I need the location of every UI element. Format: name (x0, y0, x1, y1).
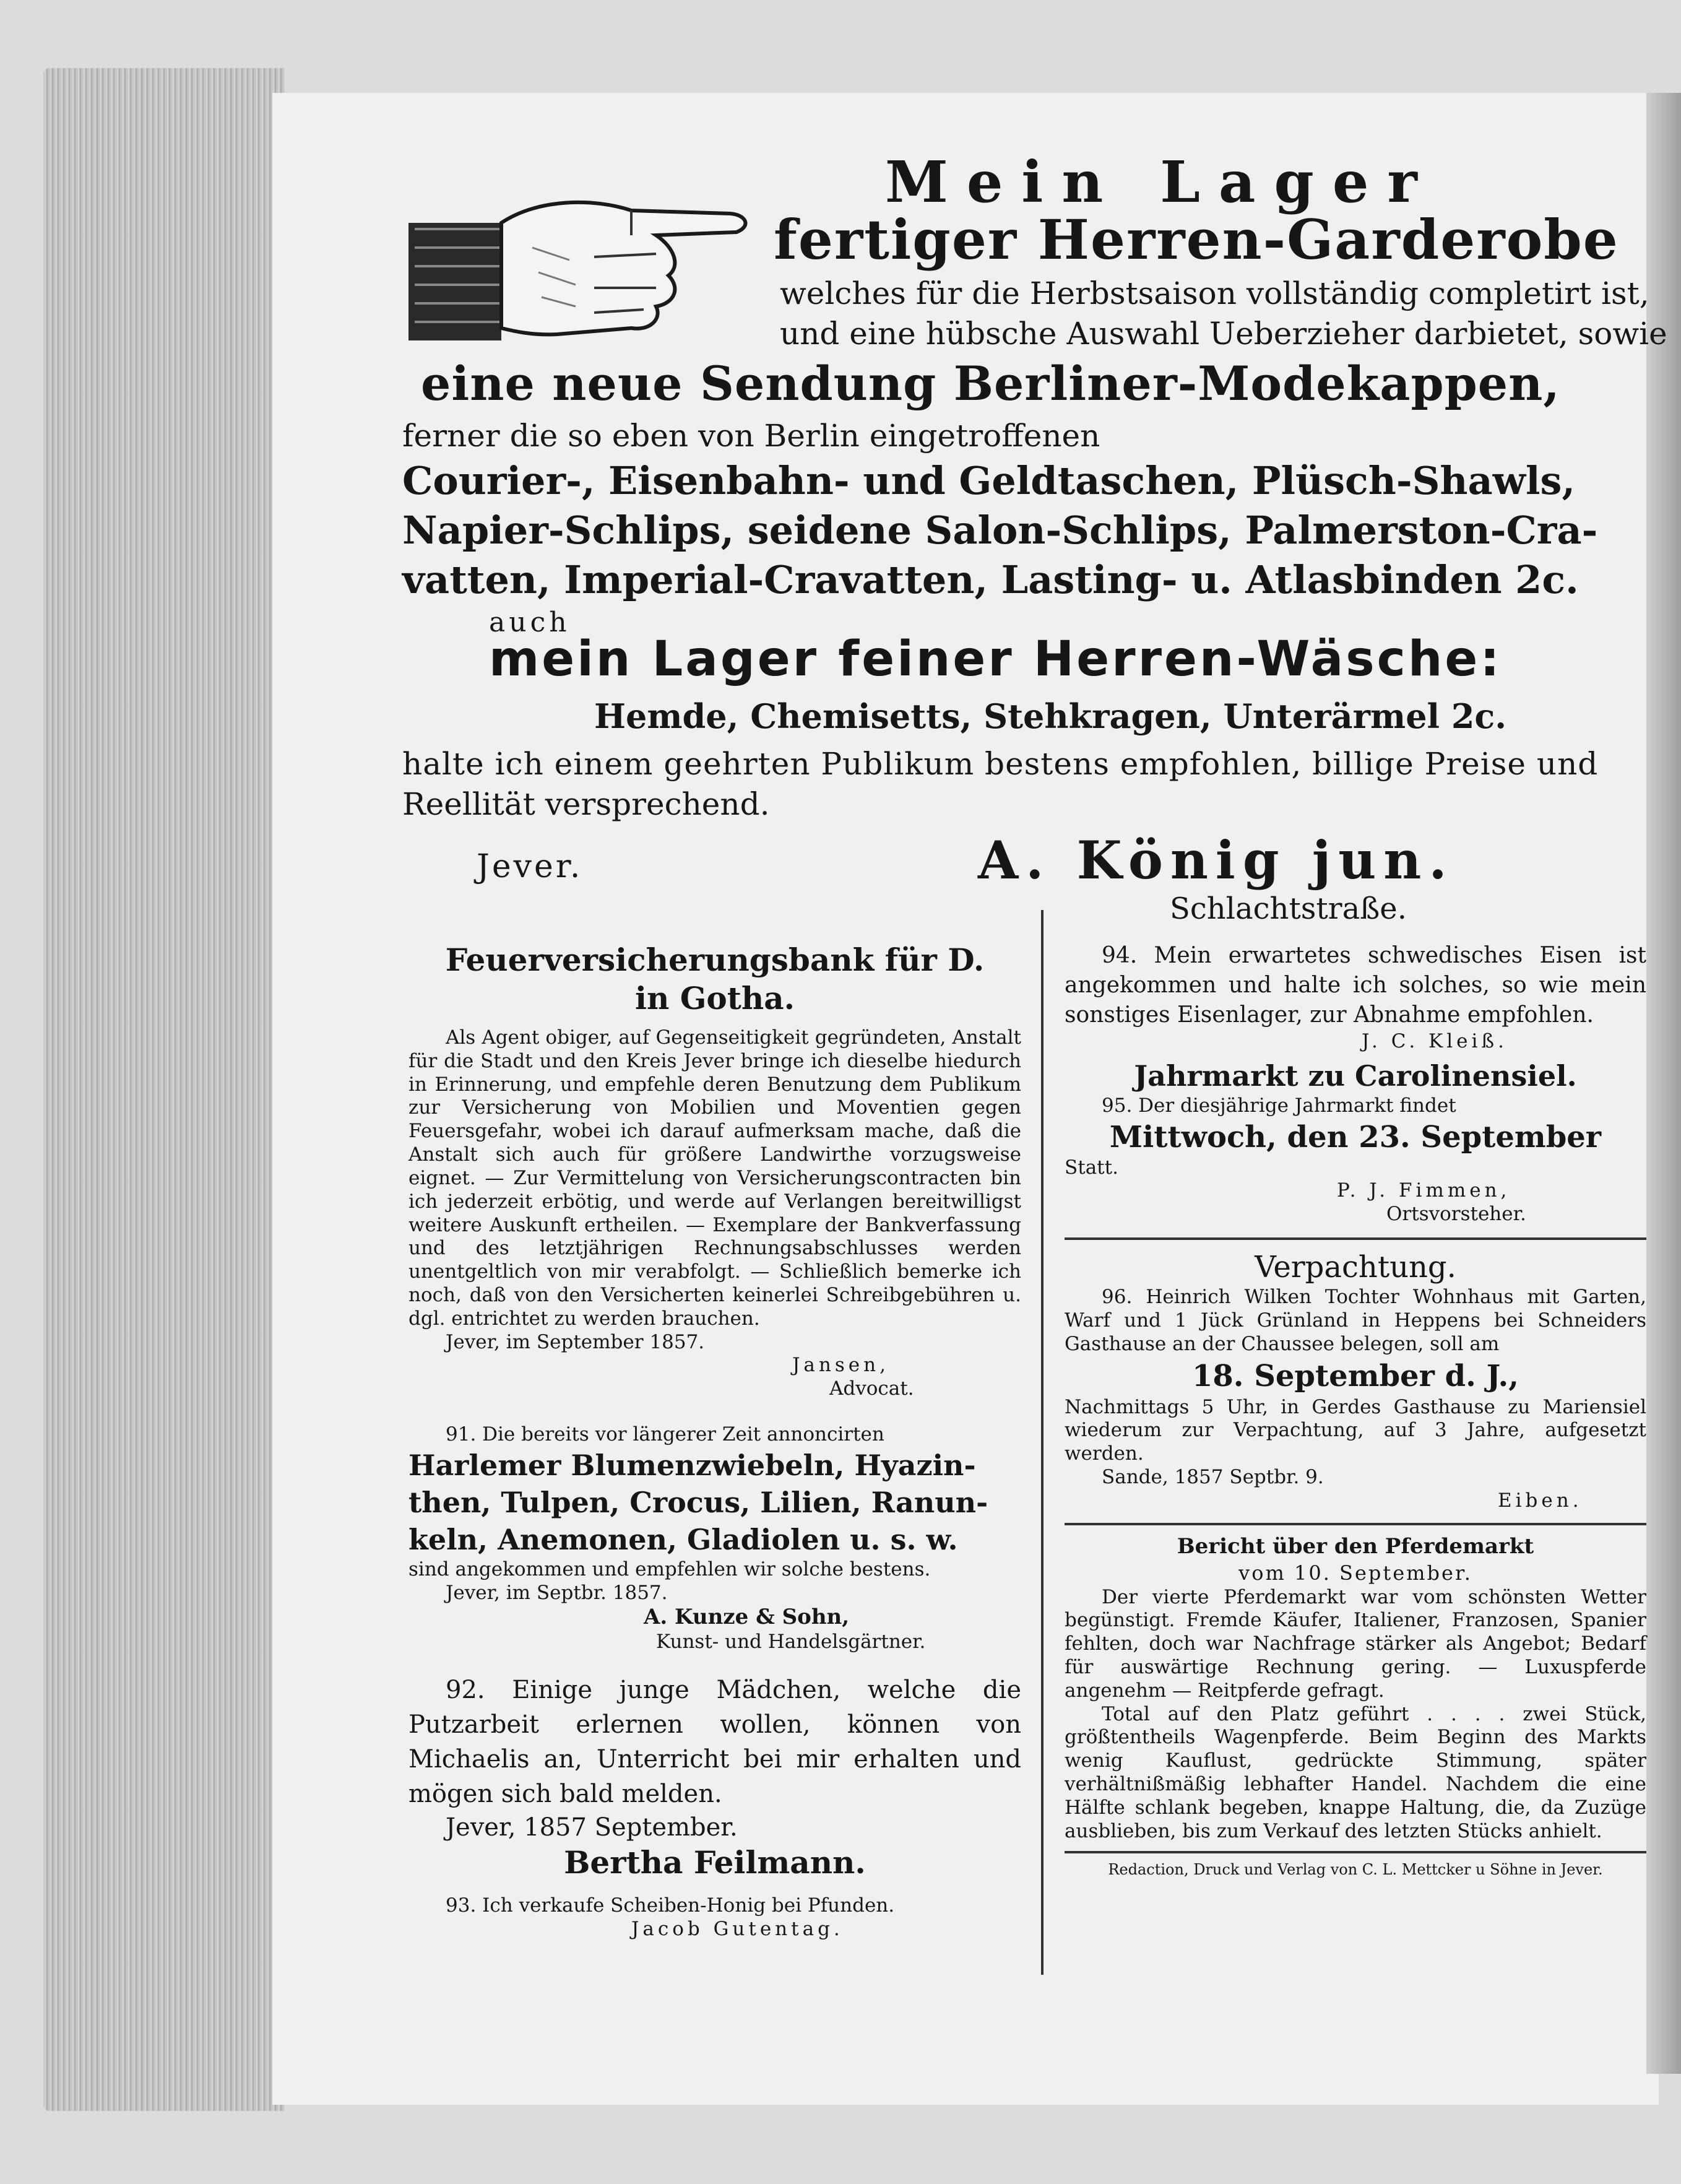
fire-sign-1: Jansen, (792, 1354, 889, 1377)
ad95-sign-1: P. J. Fimmen, (1337, 1179, 1511, 1202)
ad95-text: 95. Der diesjährige Jahrmarkt findet (1102, 1094, 1456, 1117)
header-place: Jever. (477, 848, 583, 885)
ad91-line-3: keln, Anemonen, Gladiolen u. s. w. (408, 1522, 958, 1556)
header-line-10: auch (489, 607, 571, 638)
ad96-tail: Nachmittags 5 Uhr, in Gerdes Gasthause zu Mariensiel wiederum zur Verpachtung, auf 3 Jahre, aufgesetzt werden. (1065, 1395, 1646, 1465)
page-content (396, 136, 1667, 2018)
header-line-11: mein Lager feiner Herren-Wäsche: (489, 631, 1502, 687)
ad93-text: 93. Ich verkaufe Scheiben-Honig bei Pfunden. (446, 1894, 895, 1917)
header-line-1: Mein Lager (885, 149, 1436, 215)
rule-2 (1065, 1523, 1646, 1525)
ad95-sign-2: Ortsvorsteher. (1386, 1203, 1526, 1226)
header-line-8: Napier-Schlips, seidene Salon-Schlips, Palmerston-Cra- (402, 508, 1598, 553)
ad91-intro: 91. Die bereits vor längerer Zeit annoncirten (446, 1423, 884, 1445)
fire-date: Jever, im September 1857. (446, 1330, 705, 1353)
header-line-13: halte ich einem geehrten Publikum bestens empfohlen, billige Preise und (402, 746, 1599, 782)
lease-title: Verpachtung. (1255, 1250, 1456, 1285)
report-paragraph-2: Total auf den Platz geführt . . . . zwei Stück, größtentheils Wagenpferde. Beim Beginn des Markts wenig Kauflust, gedrückte Stimmung, später verhältnißmäßig lebhafter Handel. Nachdem die eine Hälfte schlank begeben, knappe Haltung, die, da Zuzüge ausblieben, bis zum Verkauf des letzten Stücks anhielt. (1065, 1702, 1646, 1842)
ad91-line-1: Harlemer Blumenzwiebeln, Hyazin- (408, 1448, 976, 1482)
header-line-6: ferner die so eben von Berlin eingetroffenen (402, 418, 1100, 454)
header-line-2: fertiger Herren-Garderobe (774, 207, 1619, 272)
report-title-2: vom 10. September. (1238, 1561, 1472, 1585)
ad94-text: 94. Mein erwartetes schwedisches Eisen ist angekommen und halte ich solches, so wie mein sonstiges Eisenlager, zur Abnahme empfohlen. (1065, 943, 1646, 1028)
ad93-sign: Jacob Gutentag. (631, 1917, 844, 1940)
pointing-hand-icon (408, 155, 755, 340)
header-line-9: vatten, Imperial-Cravatten, Lasting- u. Atlasbinden 2c. (402, 557, 1579, 602)
rule-1 (1065, 1237, 1646, 1240)
fire-sign-2: Advocat. (829, 1377, 914, 1400)
ad96-sign: Eiben. (1498, 1489, 1583, 1512)
ad95-date: Mittwoch, den 23. September (1109, 1119, 1602, 1155)
ad96-date: 18. September d. J., (1192, 1358, 1519, 1393)
ad91-date: Jever, im Septbr. 1857. (446, 1581, 668, 1604)
column-divider (1041, 910, 1044, 1975)
ad92-text: 92. Einige junge Mädchen, welche die Putzarbeit erlernen wollen, können von Michaelis an, Unterricht bei mir erhalten und mögen sich bald melden. (408, 1675, 1021, 1808)
header-line-14: Reellität versprechend. (402, 786, 770, 822)
imprint: Redaction, Druck und Verlag von C. L. Mettcker u Söhne in Jever. (1108, 1860, 1603, 1878)
header-line-7: Courier-, Eisenbahn- und Geldtaschen, Plüsch-Shawls, (402, 458, 1576, 503)
header-line-3: welches für die Herbstsaison vollständig completirt ist, (780, 275, 1649, 311)
report-paragraph-1: Der vierte Pferdemarkt war vom schönsten Wetter begünstigt. Fremde Käufer, Italiener, Franzosen, Spanier fehlten, doch war Nachfrage stärker als Angebot; Bedarf für auswärtige Rechnung gering. — Luxuspferde angenehm — Reitpferde gefragt. (1065, 1585, 1646, 1702)
rule-3 (1065, 1851, 1646, 1853)
fire-title-2: in Gotha. (634, 980, 795, 1016)
book-page-edges (43, 68, 285, 2111)
fire-body: Als Agent obiger, auf Gegenseitigkeit gegründeten, Anstalt für die Stadt und den Kreis Jever bringe ich dieselbe hiedurch in Erinnerung, und empfehle deren Benutzung dem Publikum zur Versicherung von Mobilien und Moventien gegen Feuersgefahr, wobei ich darauf aufmerksam mache, daß die Anstalt sich auch für größere Landwirthe vorzugsweise eignet. — Zur Vermittelung von Versicherungscontracten bin ich jederzeit erbötig, und werde auf Verlangen bereitwilligst weitere Auskunft ertheilen. — Exemplare der Bankverfassung und des letztjährigen Rechnungsabschlusses werden unentgeltlich von mir verabfolgt. — Schließlich bemerke ich noch, daß von den Versicherten keinerlei Schreibgebühren u. dgl. entrichtet zu werden brauchen. (408, 1026, 1021, 1330)
ad92-sign: Bertha Feilmann. (564, 1844, 866, 1881)
header-line-4: und eine hübsche Auswahl Ueberzieher darbietet, sowie (780, 316, 1667, 352)
header-signature: A. König jun. (978, 830, 1454, 891)
ad91-sign-1: A. Kunze & Sohn, (644, 1605, 850, 1630)
ad91-tail: sind angekommen und empfehlen wir solche bestens. (408, 1558, 931, 1580)
left-column (408, 941, 1021, 1941)
ad91-sign-2: Kunst- und Handelsgärtner. (656, 1630, 926, 1653)
ad95-tail: Statt. (1065, 1156, 1118, 1179)
ad96-text: 96. Heinrich Wilken Tochter Wohnhaus mit Garten, Warf und 1 Jück Grünland in Heppens bei Schneiders Gasthause an der Chaussee belegen, soll am (1065, 1286, 1646, 1355)
report-title-1: Bericht über den Pferdemarkt (1177, 1533, 1534, 1559)
header-line-5: eine neue Sendung Berliner-Modekappen, (421, 356, 1560, 411)
ad91-line-2: then, Tulpen, Crocus, Lilien, Ranun- (408, 1485, 988, 1519)
fire-title-1: Feuerversicherungsbank für D. (445, 942, 985, 978)
market-title: Jahrmarkt zu Carolinensiel. (1134, 1059, 1577, 1093)
ad94-sign: J. C. Kleiß. (1362, 1030, 1508, 1052)
right-column (1065, 941, 1646, 1879)
ad96-place: Sande, 1857 Septbr. 9. (1102, 1465, 1324, 1488)
ad92-date: Jever, 1857 September. (446, 1813, 738, 1842)
header-line-12: Hemde, Chemisetts, Stehkragen, Unterärmel 2c. (594, 696, 1507, 736)
header-street: Schlachtstraße. (1170, 891, 1407, 926)
